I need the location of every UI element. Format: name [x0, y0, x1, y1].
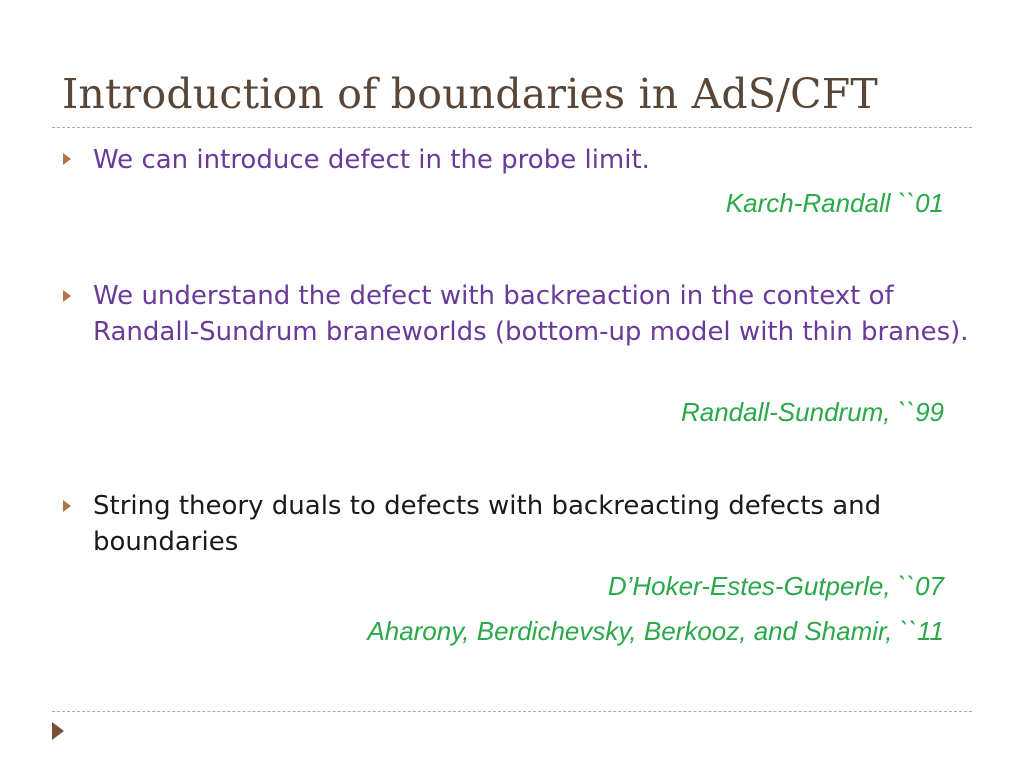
- citation-dhoker-estes-gutperle: D’Hoker-Estes-Gutperle, ``07: [607, 571, 944, 601]
- citation-karch-randall: Karch-Randall ``01: [725, 188, 944, 218]
- citation-aharony-et-al: Aharony, Berdichevsky, Berkooz, and Shamir, ``11: [367, 616, 944, 646]
- bullet-marker-icon: [63, 290, 71, 302]
- slide-title: Introduction of boundaries in AdS/CFT: [62, 70, 878, 118]
- next-slide-arrow-icon[interactable]: [52, 722, 64, 740]
- bullet-text-2: We understand the defect with backreaction in the context of Randall-Sundrum braneworlds (bottom-up model with thin branes).: [93, 281, 969, 347]
- citation-randall-sundrum: Randall-Sundrum, ``99: [680, 397, 944, 427]
- bullet-marker-icon: [63, 153, 71, 165]
- bullet-marker-icon: [63, 500, 71, 512]
- bullet-text-3: String theory duals to defects with backreacting defects and boundaries: [93, 491, 882, 557]
- footer-divider: [52, 711, 972, 712]
- title-divider: [52, 127, 972, 128]
- bullet-text-1: We can introduce defect in the probe limit.: [93, 145, 650, 175]
